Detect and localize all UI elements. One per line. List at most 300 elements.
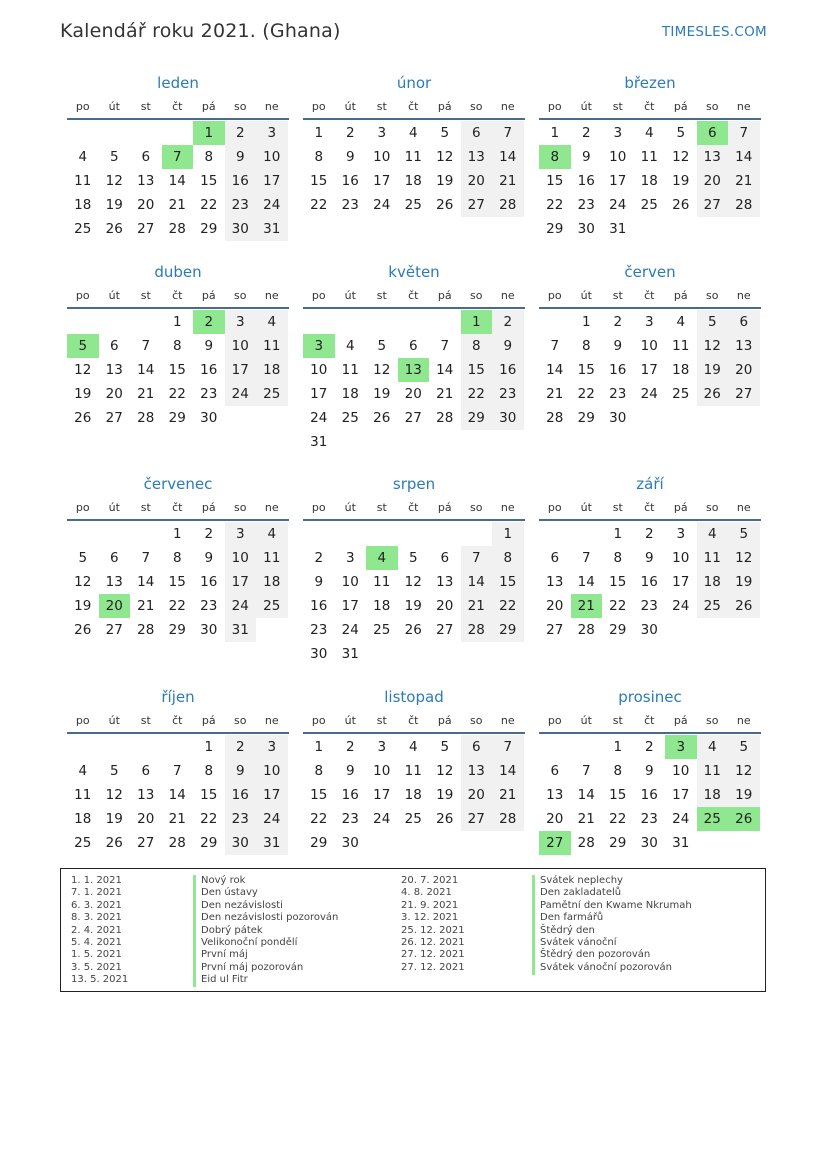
weekday-header bbox=[539, 710, 761, 734]
day-cell: 7 bbox=[141, 550, 151, 566]
day-cell: 29 bbox=[310, 835, 328, 851]
day-cell: 4 bbox=[256, 310, 288, 334]
day-cell: 20 bbox=[105, 386, 123, 402]
day-cell: 13 bbox=[436, 574, 454, 590]
day-cell: 10 bbox=[310, 362, 328, 378]
day-cell: 20 bbox=[137, 197, 155, 213]
day-cell: 27 bbox=[461, 807, 493, 831]
day-cell: 28 bbox=[577, 622, 595, 638]
weekday-label: út bbox=[344, 100, 356, 113]
day-cell: 26 bbox=[74, 410, 92, 426]
day-cell: 28 bbox=[577, 835, 595, 851]
day-cell: 19 bbox=[404, 598, 422, 614]
day-cell: 8 bbox=[204, 763, 214, 779]
day-cell: 15 bbox=[168, 362, 186, 378]
weekday-label: so bbox=[470, 501, 483, 514]
day-cell: 13 bbox=[461, 759, 493, 783]
day-cell: 4 bbox=[697, 522, 729, 546]
day-cell: 1 bbox=[613, 739, 623, 755]
day-cell: 4 bbox=[408, 125, 418, 141]
day-cell: 23 bbox=[492, 382, 524, 406]
day-cell: 8 bbox=[492, 546, 524, 570]
legend-name: Den nezávislosti pozorován bbox=[201, 912, 339, 924]
day-cell: 3 bbox=[225, 310, 257, 334]
day-cell: 9 bbox=[644, 763, 654, 779]
day-cell: 6 bbox=[550, 763, 560, 779]
weekday-label: st bbox=[612, 714, 623, 727]
day-cell: 3 bbox=[345, 550, 355, 566]
day-cell: 20 bbox=[697, 169, 729, 193]
day-cell: 19 bbox=[105, 811, 123, 827]
day-cell: 5 bbox=[408, 550, 418, 566]
day-cell: 23 bbox=[640, 811, 658, 827]
day-cell: 14 bbox=[546, 362, 564, 378]
empty-cell bbox=[335, 310, 367, 334]
day-cell: 18 bbox=[404, 787, 422, 803]
day-cell: 15 bbox=[577, 362, 595, 378]
legend-name: Dobrý pátek bbox=[201, 924, 263, 936]
empty-cell bbox=[303, 522, 335, 546]
day-cell: 12 bbox=[105, 173, 123, 189]
day-cell: 7 bbox=[172, 763, 182, 779]
weekday-label: st bbox=[376, 714, 387, 727]
weekday-label: út bbox=[580, 289, 592, 302]
legend-name: Štědrý den pozorován bbox=[540, 949, 651, 961]
day-cell: 11 bbox=[697, 759, 729, 783]
legend-name: Svátek vánoční pozorován bbox=[540, 961, 672, 973]
day-cell: 5 bbox=[78, 550, 88, 566]
day-cell: 8 bbox=[314, 149, 324, 165]
day-cell: 24 bbox=[310, 410, 328, 426]
day-cell: 21 bbox=[728, 169, 760, 193]
day-cell: 27 bbox=[105, 622, 123, 638]
weekday-label: čt bbox=[172, 714, 183, 727]
day-cell: 9 bbox=[314, 574, 324, 590]
day-grid bbox=[303, 735, 525, 855]
day-cell: 11 bbox=[341, 362, 359, 378]
day-cell: 8 bbox=[172, 550, 182, 566]
day-cell: 24 bbox=[225, 382, 257, 406]
month-září bbox=[539, 473, 761, 642]
weekday-label: čt bbox=[408, 289, 419, 302]
day-cell: 5 bbox=[440, 125, 450, 141]
empty-cell bbox=[99, 121, 131, 145]
day-cell: 29 bbox=[168, 622, 186, 638]
day-cell: 16 bbox=[225, 783, 257, 807]
weekday-label: so bbox=[234, 714, 247, 727]
weekday-label: ne bbox=[500, 289, 515, 302]
day-cell: 13 bbox=[105, 362, 123, 378]
day-cell: 16 bbox=[492, 358, 524, 382]
weekday-label: út bbox=[580, 501, 592, 514]
month-name: prosinec bbox=[618, 688, 682, 706]
day-cell: 3 bbox=[676, 526, 686, 542]
day-cell: 21 bbox=[137, 386, 155, 402]
weekday-label: ne bbox=[500, 100, 515, 113]
legend-date: 25. 12. 2021 bbox=[401, 924, 465, 936]
holiday-day: 8 bbox=[539, 145, 571, 169]
day-cell: 20 bbox=[436, 598, 454, 614]
day-cell: 29 bbox=[609, 622, 627, 638]
weekday-label: po bbox=[547, 289, 562, 302]
month-name: červenec bbox=[143, 475, 213, 493]
day-cell: 22 bbox=[168, 598, 186, 614]
weekday-header bbox=[67, 285, 289, 309]
holiday-day: 25 bbox=[697, 807, 729, 831]
day-cell: 18 bbox=[256, 358, 288, 382]
day-cell: 28 bbox=[461, 618, 493, 642]
weekday-label: ne bbox=[500, 714, 515, 727]
weekday-label: so bbox=[470, 100, 483, 113]
weekday-label: so bbox=[706, 714, 719, 727]
day-cell: 2 bbox=[314, 550, 324, 566]
day-cell: 14 bbox=[436, 362, 454, 378]
day-grid bbox=[303, 310, 525, 454]
day-cell: 9 bbox=[492, 334, 524, 358]
day-cell: 5 bbox=[377, 338, 387, 354]
day-cell: 19 bbox=[373, 386, 391, 402]
day-cell: 23 bbox=[200, 598, 218, 614]
day-cell: 17 bbox=[225, 570, 257, 594]
day-cell: 29 bbox=[577, 410, 595, 426]
legend-name: Štědrý den bbox=[540, 924, 595, 936]
day-cell: 23 bbox=[609, 386, 627, 402]
holiday-day: 27 bbox=[539, 831, 571, 855]
legend-date: 13. 5. 2021 bbox=[71, 974, 129, 986]
day-cell: 7 bbox=[581, 763, 591, 779]
month-name: květen bbox=[388, 263, 440, 281]
day-cell: 27 bbox=[461, 193, 493, 217]
month-prosinec bbox=[539, 686, 761, 855]
day-cell: 1 bbox=[613, 526, 623, 542]
empty-cell bbox=[67, 121, 99, 145]
holiday-day: 6 bbox=[697, 121, 729, 145]
day-cell: 22 bbox=[310, 197, 328, 213]
day-cell: 13 bbox=[137, 173, 155, 189]
day-cell: 14 bbox=[577, 787, 595, 803]
day-cell: 17 bbox=[256, 169, 288, 193]
weekday-label: út bbox=[344, 501, 356, 514]
legend-name: Eid ul Fitr bbox=[201, 974, 248, 986]
weekday-label: pá bbox=[673, 501, 688, 514]
weekday-label: so bbox=[470, 289, 483, 302]
day-cell: 25 bbox=[74, 835, 92, 851]
day-cell: 12 bbox=[436, 149, 454, 165]
day-cell: 30 bbox=[492, 406, 524, 430]
weekday-label: ne bbox=[736, 100, 751, 113]
day-cell: 24 bbox=[640, 386, 658, 402]
day-cell: 25 bbox=[74, 221, 92, 237]
day-cell: 10 bbox=[225, 334, 257, 358]
day-cell: 10 bbox=[341, 574, 359, 590]
day-cell: 20 bbox=[137, 811, 155, 827]
weekday-label: so bbox=[234, 100, 247, 113]
legend-name: Velikonoční pondělí bbox=[201, 936, 298, 948]
day-cell: 2 bbox=[613, 314, 623, 330]
day-cell: 22 bbox=[200, 197, 218, 213]
day-cell: 14 bbox=[461, 570, 493, 594]
day-cell: 31 bbox=[310, 434, 328, 450]
day-cell: 28 bbox=[137, 410, 155, 426]
month-name: srpen bbox=[392, 475, 436, 493]
day-cell: 12 bbox=[74, 574, 92, 590]
day-cell: 6 bbox=[408, 338, 418, 354]
day-cell: 10 bbox=[672, 550, 690, 566]
legend-date: 20. 7. 2021 bbox=[401, 875, 459, 886]
day-cell: 8 bbox=[314, 763, 324, 779]
weekday-header bbox=[67, 497, 289, 521]
day-cell: 17 bbox=[225, 358, 257, 382]
day-grid bbox=[67, 735, 289, 855]
day-grid bbox=[539, 121, 761, 241]
day-cell: 12 bbox=[404, 574, 422, 590]
day-cell: 27 bbox=[404, 410, 422, 426]
day-cell: 4 bbox=[345, 338, 355, 354]
day-cell: 8 bbox=[204, 149, 214, 165]
day-cell: 15 bbox=[200, 173, 218, 189]
weekday-label: so bbox=[706, 289, 719, 302]
weekday-header bbox=[539, 497, 761, 521]
empty-cell bbox=[162, 735, 194, 759]
day-cell: 23 bbox=[225, 193, 257, 217]
day-cell: 30 bbox=[640, 622, 658, 638]
day-cell: 17 bbox=[373, 787, 391, 803]
day-cell: 19 bbox=[728, 783, 760, 807]
holiday-day: 3 bbox=[303, 334, 335, 358]
day-cell: 23 bbox=[341, 811, 359, 827]
legend-names-left bbox=[201, 875, 338, 987]
day-cell: 14 bbox=[728, 145, 760, 169]
weekday-label: út bbox=[108, 714, 120, 727]
day-cell: 17 bbox=[310, 386, 328, 402]
weekday-label: st bbox=[612, 501, 623, 514]
day-cell: 23 bbox=[225, 807, 257, 831]
weekday-label: pá bbox=[673, 289, 688, 302]
legend-name: Den farmářů bbox=[540, 912, 604, 924]
day-cell: 1 bbox=[172, 526, 182, 542]
day-cell: 9 bbox=[345, 763, 355, 779]
legend-date: 21. 9. 2021 bbox=[401, 899, 459, 911]
weekday-label: ne bbox=[736, 714, 751, 727]
day-cell: 14 bbox=[137, 362, 155, 378]
empty-cell bbox=[130, 522, 162, 546]
weekday-header bbox=[303, 710, 525, 734]
day-cell: 25 bbox=[404, 811, 422, 827]
month-duben bbox=[67, 261, 289, 430]
empty-cell bbox=[429, 310, 461, 334]
day-cell: 30 bbox=[577, 221, 595, 237]
day-cell: 11 bbox=[256, 334, 288, 358]
day-cell: 28 bbox=[436, 410, 454, 426]
day-cell: 27 bbox=[137, 221, 155, 237]
weekday-label: pá bbox=[673, 714, 688, 727]
day-cell: 3 bbox=[225, 522, 257, 546]
day-cell: 16 bbox=[310, 598, 328, 614]
day-cell: 20 bbox=[728, 358, 760, 382]
day-cell: 26 bbox=[697, 382, 729, 406]
day-grid bbox=[539, 522, 761, 642]
day-cell: 11 bbox=[672, 338, 690, 354]
day-cell: 7 bbox=[440, 338, 450, 354]
weekday-label: čt bbox=[408, 501, 419, 514]
holiday-day: 1 bbox=[193, 121, 225, 145]
weekday-label: út bbox=[108, 289, 120, 302]
day-cell: 2 bbox=[644, 739, 654, 755]
day-cell: 6 bbox=[440, 550, 450, 566]
day-cell: 19 bbox=[672, 173, 690, 189]
day-cell: 24 bbox=[672, 811, 690, 827]
day-cell: 5 bbox=[728, 735, 760, 759]
empty-cell bbox=[130, 121, 162, 145]
day-cell: 28 bbox=[546, 410, 564, 426]
day-cell: 15 bbox=[310, 787, 328, 803]
day-cell: 29 bbox=[492, 618, 524, 642]
empty-cell bbox=[366, 522, 398, 546]
day-cell: 22 bbox=[546, 197, 564, 213]
weekday-header bbox=[303, 497, 525, 521]
day-cell: 27 bbox=[436, 622, 454, 638]
day-cell: 11 bbox=[404, 763, 422, 779]
day-grid bbox=[67, 310, 289, 430]
day-cell: 17 bbox=[256, 783, 288, 807]
weekday-label: ne bbox=[736, 501, 751, 514]
day-cell: 24 bbox=[373, 197, 391, 213]
day-cell: 5 bbox=[440, 739, 450, 755]
day-cell: 18 bbox=[697, 570, 729, 594]
legend-date: 3. 5. 2021 bbox=[71, 961, 122, 973]
day-cell: 21 bbox=[492, 169, 524, 193]
day-cell: 13 bbox=[546, 574, 564, 590]
weekday-label: ne bbox=[264, 714, 279, 727]
weekday-label: pá bbox=[437, 100, 452, 113]
day-cell: 4 bbox=[256, 522, 288, 546]
site-link[interactable]: TIMESLES.COM bbox=[661, 24, 767, 40]
day-cell: 2 bbox=[345, 125, 355, 141]
legend-date: 1. 1. 2021 bbox=[71, 875, 122, 886]
weekday-label: út bbox=[108, 501, 120, 514]
holiday-day: 7 bbox=[162, 145, 194, 169]
empty-cell bbox=[130, 310, 162, 334]
day-cell: 6 bbox=[550, 550, 560, 566]
weekday-label: po bbox=[311, 714, 326, 727]
empty-cell bbox=[99, 310, 131, 334]
empty-cell bbox=[398, 522, 430, 546]
weekday-label: st bbox=[140, 714, 151, 727]
day-cell: 23 bbox=[341, 197, 359, 213]
day-cell: 1 bbox=[314, 125, 324, 141]
month-name: leden bbox=[157, 74, 199, 92]
day-cell: 30 bbox=[200, 410, 218, 426]
day-cell: 22 bbox=[609, 811, 627, 827]
day-cell: 18 bbox=[341, 386, 359, 402]
day-cell: 15 bbox=[609, 787, 627, 803]
day-cell: 23 bbox=[577, 197, 595, 213]
legend-name: Den zakladatelů bbox=[540, 887, 622, 899]
day-cell: 14 bbox=[492, 759, 524, 783]
holiday-day: 2 bbox=[193, 310, 225, 334]
day-cell: 10 bbox=[609, 149, 627, 165]
day-cell: 13 bbox=[697, 145, 729, 169]
empty-cell bbox=[571, 735, 603, 759]
weekday-label: čt bbox=[172, 289, 183, 302]
day-cell: 2 bbox=[581, 125, 591, 141]
page-title: Kalendář roku 2021. (Ghana) bbox=[60, 20, 341, 42]
day-cell: 1 bbox=[314, 739, 324, 755]
day-cell: 25 bbox=[672, 386, 690, 402]
legend-date: 4. 8. 2021 bbox=[401, 887, 452, 899]
day-cell: 27 bbox=[697, 193, 729, 217]
weekday-label: ne bbox=[264, 100, 279, 113]
day-cell: 21 bbox=[436, 386, 454, 402]
day-cell: 11 bbox=[404, 149, 422, 165]
weekday-label: čt bbox=[644, 501, 655, 514]
day-cell: 22 bbox=[200, 811, 218, 827]
day-cell: 27 bbox=[137, 835, 155, 851]
day-cell: 17 bbox=[373, 173, 391, 189]
holiday-day: 1 bbox=[461, 310, 493, 334]
day-cell: 24 bbox=[225, 594, 257, 618]
weekday-label: so bbox=[706, 100, 719, 113]
day-cell: 1 bbox=[492, 522, 524, 546]
day-cell: 7 bbox=[728, 121, 760, 145]
weekday-label: pá bbox=[437, 289, 452, 302]
empty-cell bbox=[335, 522, 367, 546]
day-cell: 20 bbox=[461, 783, 493, 807]
day-cell: 30 bbox=[640, 835, 658, 851]
month-leden bbox=[67, 72, 289, 241]
day-grid bbox=[303, 121, 525, 217]
day-cell: 8 bbox=[172, 338, 182, 354]
day-cell: 14 bbox=[577, 574, 595, 590]
day-cell: 16 bbox=[200, 362, 218, 378]
weekday-label: ne bbox=[264, 501, 279, 514]
weekday-label: čt bbox=[172, 501, 183, 514]
day-cell: 28 bbox=[168, 835, 186, 851]
day-cell: 2 bbox=[492, 310, 524, 334]
weekday-label: st bbox=[376, 100, 387, 113]
weekday-label: čt bbox=[408, 100, 419, 113]
weekday-label: po bbox=[547, 100, 562, 113]
day-cell: 18 bbox=[74, 811, 92, 827]
weekday-label: pá bbox=[201, 289, 216, 302]
day-grid bbox=[67, 522, 289, 642]
month-listopad bbox=[303, 686, 525, 855]
weekday-label: so bbox=[706, 501, 719, 514]
day-cell: 19 bbox=[697, 358, 729, 382]
day-cell: 7 bbox=[492, 735, 524, 759]
legend-name: Svátek vánoční bbox=[540, 936, 617, 948]
day-cell: 12 bbox=[728, 546, 760, 570]
day-cell: 6 bbox=[461, 121, 493, 145]
day-cell: 15 bbox=[168, 574, 186, 590]
day-cell: 25 bbox=[640, 197, 658, 213]
empty-cell bbox=[130, 735, 162, 759]
weekday-label: pá bbox=[437, 714, 452, 727]
month-name: září bbox=[636, 475, 664, 493]
day-cell: 29 bbox=[200, 221, 218, 237]
day-cell: 10 bbox=[672, 763, 690, 779]
day-cell: 21 bbox=[168, 197, 186, 213]
legend-name: Pamětní den Kwame Nkrumah bbox=[540, 899, 692, 911]
day-cell: 27 bbox=[546, 622, 564, 638]
day-cell: 28 bbox=[728, 193, 760, 217]
day-cell: 12 bbox=[373, 362, 391, 378]
day-cell: 26 bbox=[672, 197, 690, 213]
weekday-label: st bbox=[376, 501, 387, 514]
legend-name: Den nezávislosti bbox=[201, 899, 283, 911]
day-cell: 21 bbox=[577, 811, 595, 827]
day-cell: 4 bbox=[644, 125, 654, 141]
